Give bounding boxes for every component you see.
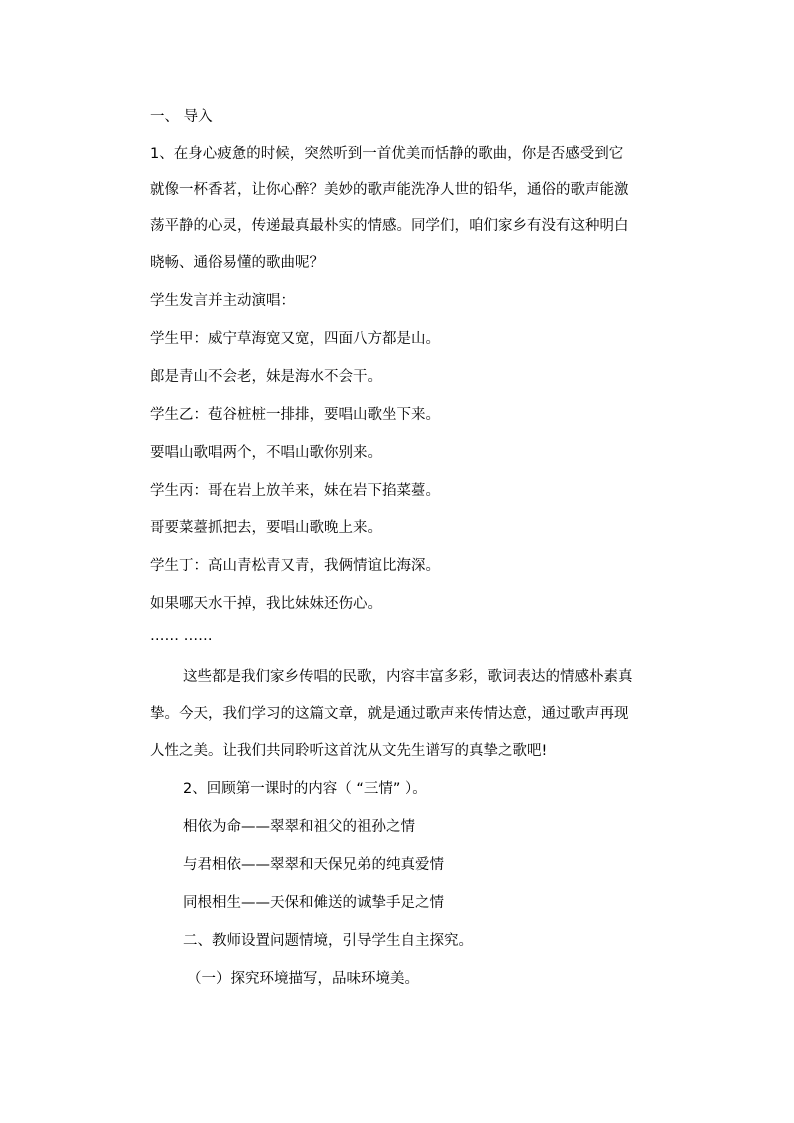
paragraph-line: 挚。今天，我们学习的这篇文章，就是通过歌声来传情达意，通过歌声再现 [150, 706, 629, 722]
paragraph-line: 晓畅、通俗易懂的歌曲呢？ [150, 255, 324, 271]
song-line: 如果哪天水干掉，我比妹妹还伤心。 [150, 596, 382, 612]
song-line: 学生甲：威宁草海宽又宽，四面八方都是山。 [150, 331, 440, 347]
paragraph-line: 人性之美。让我们共同聆听这首沈从文先生谱写的真挚之歌吧! [150, 743, 548, 759]
song-line: 要唱山歌唱两个，不唱山歌你别来。 [150, 445, 382, 461]
ellipsis-line: …… …… [150, 628, 213, 644]
song-line: 学生丁：高山青松青又青，我俩情谊比海深。 [150, 558, 440, 574]
song-line: 郎是青山不会老，妹是海水不会干。 [150, 369, 382, 385]
paragraph-line: 2、回顾第一课时的内容（ “三情” ）。 [183, 781, 427, 797]
paragraph-line: 学生发言并主动演唱： [150, 293, 295, 309]
paragraph-line: 1、在身心疲惫的时候，突然听到一首优美而恬静的歌曲，你是否感受到它 [150, 146, 624, 162]
list-item: 相依为命——翠翠和祖父的祖孙之情 [183, 819, 415, 835]
paragraph-line: 就像一杯香茗，让你心醉？美妙的歌声能洗净人世的铅华，通俗的歌声能激 [150, 182, 629, 198]
list-item: 同根相生——天保和傩送的诚挚手足之情 [183, 895, 444, 911]
song-line: 学生丙：哥在岩上放羊来，妹在岩下掐菜薹。 [150, 483, 440, 499]
list-item: 与君相依——翠翠和天保兄弟的纯真爱情 [183, 857, 444, 873]
paragraph-line: 这些都是我们家乡传唱的民歌，内容丰富多彩，歌词表达的情感朴素真 [183, 669, 633, 685]
subsection-heading: （一）探究环境描写，品味环境美。 [187, 971, 419, 987]
section-heading: 二、教师设置问题情境，引导学生自主探究。 [183, 933, 473, 949]
song-line: 学生乙：苞谷桩桩一排排，要唱山歌坐下来。 [150, 407, 440, 423]
song-line: 哥要菜薹抓把去，要唱山歌晚上来。 [150, 520, 382, 536]
section-heading: 一、 导入 [150, 109, 213, 125]
paragraph-line: 荡平静的心灵，传递最真最朴实的情感。同学们，咱们家乡有没有这种明白 [150, 218, 629, 234]
